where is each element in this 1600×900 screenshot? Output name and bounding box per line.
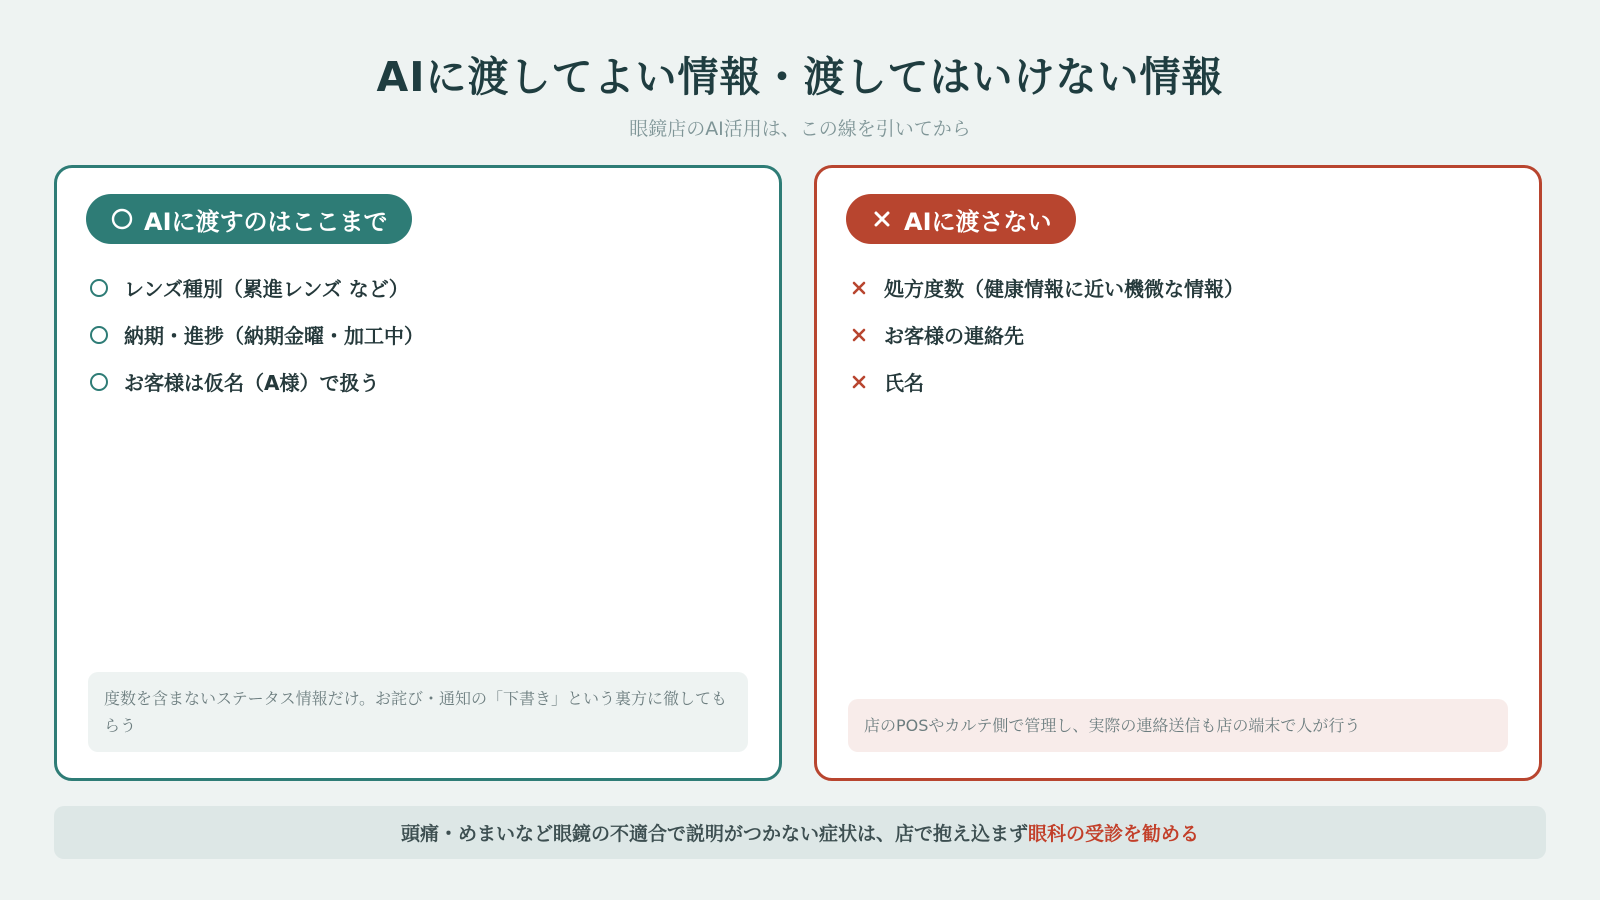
list-item <box>848 358 1509 405</box>
forbidden-panel <box>814 165 1542 781</box>
list-item <box>848 264 1509 311</box>
page-title: AIに渡してよい情報・渡してはいけない情報 <box>376 53 1224 101</box>
list-item-label: 処方度数（健康情報に近い機微な情報） <box>884 277 1244 301</box>
list-item-label: 納期・進捗（納期金曜・加工中） <box>124 324 424 348</box>
footer-banner <box>54 806 1546 859</box>
allowed-list <box>88 264 749 405</box>
forbidden-badge <box>846 194 1076 244</box>
forbidden-badge-label: AIに渡さない <box>904 207 1052 236</box>
cross-icon <box>848 277 870 299</box>
circle-icon <box>88 371 110 393</box>
list-item-label: 氏名 <box>884 371 924 395</box>
list-item-label: お客様は仮名（A様）で扱う <box>124 371 380 395</box>
circle-icon <box>110 207 134 231</box>
footer-accent-text: 眼科の受診を勧める <box>1028 823 1200 845</box>
cross-icon <box>848 324 870 346</box>
forbidden-list <box>848 264 1509 405</box>
circle-icon <box>88 277 110 299</box>
list-item <box>88 358 749 405</box>
allowed-note: 度数を含まないステータス情報だけ。お詫び・通知の「下書き」という裏方に徹してもらう <box>88 672 748 752</box>
allowed-badge-label: AIに渡すのはここまで <box>144 207 388 236</box>
list-item <box>88 311 749 358</box>
cross-icon <box>870 207 894 231</box>
circle-icon <box>88 324 110 346</box>
forbidden-note: 店のPOSやカルテ側で管理し、実際の連絡送信も店の端末で人が行う <box>848 699 1508 752</box>
cross-icon <box>848 371 870 393</box>
list-item <box>88 264 749 311</box>
page-subtitle: 眼鏡店のAI活用は、この線を引いてから <box>629 118 971 140</box>
allowed-panel <box>54 165 782 781</box>
list-item-label: レンズ種別（累進レンズ など） <box>124 277 409 301</box>
list-item-label: お客様の連絡先 <box>884 324 1024 348</box>
footer-text: 頭痛・めまいなど眼鏡の不適合で説明がつかない症状は、店で抱え込まず <box>400 823 1028 845</box>
list-item <box>848 311 1509 358</box>
allowed-badge <box>86 194 412 244</box>
